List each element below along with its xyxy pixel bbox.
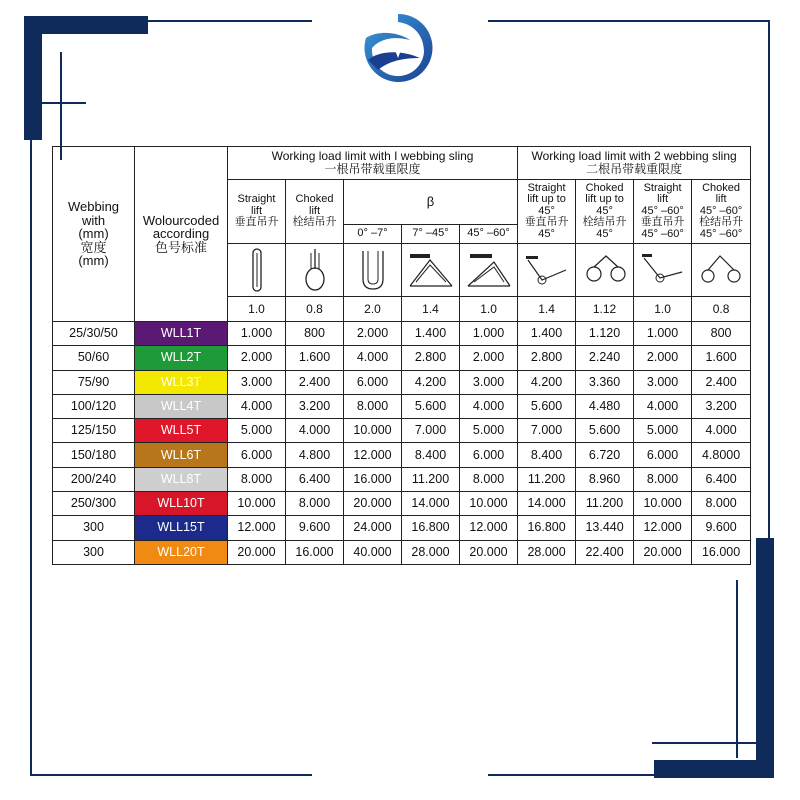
- line: 45°: [538, 227, 555, 240]
- header-line: with: [81, 212, 106, 228]
- webbing-width-cell: 150/180: [53, 443, 135, 467]
- color-code-cell: WLL2T: [135, 346, 228, 370]
- load-value-cell: 1.000: [228, 322, 286, 346]
- load-value-cell: 4.000: [634, 394, 692, 418]
- line: 45° –60°: [641, 204, 684, 217]
- factor-cell: 2.0: [344, 297, 402, 322]
- line: 45°: [596, 227, 613, 240]
- load-value-cell: 9.600: [286, 516, 344, 540]
- table-row: [53, 346, 751, 370]
- load-value-cell: 20.000: [228, 540, 286, 564]
- straight-lift-header: [228, 180, 286, 244]
- load-value-cell: 8.400: [518, 443, 576, 467]
- frame-inner-horizontal-right: [652, 742, 758, 744]
- table-row: [53, 516, 751, 540]
- header-line: (mm): [78, 253, 109, 269]
- frame-inner-vertical-left: [60, 52, 62, 160]
- load-value-cell: 16.800: [518, 516, 576, 540]
- load-value-cell: 16.000: [344, 467, 402, 491]
- webbing-width-header: [53, 147, 135, 322]
- line: Straight: [643, 181, 682, 194]
- two-leg-choked-angle-sling-icon: [692, 244, 751, 297]
- line: lift: [251, 204, 262, 217]
- basket-vertical-sling-icon: [344, 244, 402, 297]
- load-value-cell: 12.000: [634, 516, 692, 540]
- webbing-width-cell: 100/120: [53, 394, 135, 418]
- webbing-width-cell: 75/90: [53, 370, 135, 394]
- load-value-cell: 4.000: [460, 394, 518, 418]
- color-code-cell: WLL6T: [135, 443, 228, 467]
- color-code-header: [135, 147, 228, 322]
- load-value-cell: 3.000: [228, 370, 286, 394]
- load-value-cell: 4.000: [228, 394, 286, 418]
- load-value-cell: 20.000: [460, 540, 518, 564]
- load-value-cell: 5.600: [518, 394, 576, 418]
- load-value-cell: 5.600: [576, 419, 634, 443]
- beta-header: β: [344, 180, 518, 225]
- load-value-cell: 5.000: [228, 419, 286, 443]
- swirl-star-logo-icon: [358, 8, 438, 88]
- load-value-cell: 20.000: [344, 492, 402, 516]
- webbing-width-cell: 50/60: [53, 346, 135, 370]
- straight-4560-header: [634, 180, 692, 244]
- frame-bottom-right-bar-horizontal: [654, 760, 774, 778]
- line: Choked: [585, 181, 624, 194]
- load-value-cell: 12.000: [460, 516, 518, 540]
- frame-bottom-line-right: [488, 774, 654, 776]
- line: 垂直吊升: [640, 216, 685, 229]
- load-value-cell: 7.000: [518, 419, 576, 443]
- load-value-cell: 9.600: [692, 516, 751, 540]
- line: 45° –60°: [699, 204, 743, 217]
- load-value-cell: 1.600: [286, 346, 344, 370]
- load-value-cell: 2.400: [692, 370, 751, 394]
- load-value-cell: 28.000: [518, 540, 576, 564]
- webbing-width-cell: 300: [53, 516, 135, 540]
- line: 栓结吊升: [582, 216, 627, 229]
- frame-right-line: [768, 20, 770, 540]
- two-leg-straight-sling-icon: [518, 244, 576, 297]
- line: Choked: [295, 193, 334, 206]
- load-value-cell: 2.800: [518, 346, 576, 370]
- load-value-cell: 5.600: [402, 394, 460, 418]
- load-value-cell: 10.000: [634, 492, 692, 516]
- load-value-cell: 16.000: [692, 540, 751, 564]
- load-value-cell: 28.000: [402, 540, 460, 564]
- single-sling-group-header: [228, 147, 518, 180]
- two-leg-choked-sling-icon: [576, 244, 634, 297]
- load-value-cell: 2.400: [286, 370, 344, 394]
- angle-45-60-header: 45° –60°: [460, 225, 518, 244]
- load-value-cell: 1.600: [692, 346, 751, 370]
- load-value-cell: 6.000: [634, 443, 692, 467]
- load-value-cell: 4.200: [402, 370, 460, 394]
- load-value-cell: 1.400: [402, 322, 460, 346]
- load-value-cell: 800: [286, 322, 344, 346]
- load-value-cell: 16.000: [286, 540, 344, 564]
- load-value-cell: 5.000: [634, 419, 692, 443]
- straight-45-header: [518, 180, 576, 244]
- frame-top-line-left: [148, 20, 312, 22]
- line: 栓结吊升: [699, 216, 744, 229]
- choked-lift-header: [286, 180, 344, 244]
- table-row: [53, 394, 751, 418]
- load-value-cell: 3.200: [286, 394, 344, 418]
- header-line: according: [152, 226, 210, 242]
- factor-cell: 1.4: [402, 297, 460, 322]
- load-value-cell: 8.000: [228, 467, 286, 491]
- basket-wide-angle-sling-icon: [460, 244, 518, 297]
- load-value-cell: 6.400: [286, 467, 344, 491]
- load-value-cell: 6.000: [344, 370, 402, 394]
- load-value-cell: 6.000: [460, 443, 518, 467]
- load-value-cell: 8.960: [576, 467, 634, 491]
- table-row: [53, 419, 751, 443]
- load-value-cell: 10.000: [344, 419, 402, 443]
- color-code-cell: WLL15T: [135, 516, 228, 540]
- load-value-cell: 8.000: [634, 467, 692, 491]
- group-title-zh: 二根吊带载重限度: [586, 162, 683, 176]
- choked-lift-sling-icon: [286, 244, 344, 297]
- load-value-cell: 2.000: [634, 346, 692, 370]
- load-value-cell: 8.000: [460, 467, 518, 491]
- load-value-cell: 40.000: [344, 540, 402, 564]
- color-code-cell: WLL5T: [135, 419, 228, 443]
- load-value-cell: 4.8000: [692, 443, 751, 467]
- color-code-cell: WLL1T: [135, 322, 228, 346]
- two-leg-straight-angle-sling-icon: [634, 244, 692, 297]
- line: 垂直吊升: [524, 216, 569, 229]
- frame-left-bar: [24, 16, 42, 140]
- header-line: 色号标准: [154, 239, 207, 255]
- load-value-cell: 1.000: [634, 322, 692, 346]
- factor-cell: 1.12: [576, 297, 634, 322]
- load-value-cell: 11.200: [518, 467, 576, 491]
- color-code-cell: WLL4T: [135, 394, 228, 418]
- load-value-cell: 12.000: [344, 443, 402, 467]
- line: lift: [657, 193, 669, 206]
- factor-cell: 1.0: [228, 297, 286, 322]
- load-value-cell: 3.360: [576, 370, 634, 394]
- color-code-cell: WLL20T: [135, 540, 228, 564]
- color-code-cell: WLL8T: [135, 467, 228, 491]
- load-value-cell: 8.000: [344, 394, 402, 418]
- load-value-cell: 3.200: [692, 394, 751, 418]
- header-line: Webbing: [67, 198, 120, 214]
- load-value-cell: 14.000: [402, 492, 460, 516]
- frame-inner-horizontal-left: [40, 102, 86, 104]
- load-value-cell: 4.200: [518, 370, 576, 394]
- line: lift up to: [527, 193, 566, 206]
- angle-0-7-header: 0° –7°: [344, 225, 402, 244]
- load-value-cell: 2.800: [402, 346, 460, 370]
- load-value-cell: 2.240: [576, 346, 634, 370]
- frame-bottom-right-bar-vertical: [756, 538, 774, 778]
- line: 45°: [596, 204, 613, 217]
- load-value-cell: 7.000: [402, 419, 460, 443]
- group-title-zh: 一根吊带载重限度: [324, 162, 421, 176]
- load-limit-table: [52, 146, 751, 565]
- load-value-cell: 14.000: [518, 492, 576, 516]
- table-body: [53, 322, 751, 565]
- header-line: 宽度: [80, 239, 107, 255]
- load-value-cell: 24.000: [344, 516, 402, 540]
- load-value-cell: 800: [692, 322, 751, 346]
- load-value-cell: 8.000: [286, 492, 344, 516]
- factor-cell: 1.0: [634, 297, 692, 322]
- load-value-cell: 20.000: [634, 540, 692, 564]
- load-value-cell: 10.000: [460, 492, 518, 516]
- load-value-cell: 8.000: [692, 492, 751, 516]
- line: 45° –60°: [641, 227, 684, 240]
- table-row: [53, 443, 751, 467]
- load-value-cell: 11.200: [576, 492, 634, 516]
- load-value-cell: 2.000: [460, 346, 518, 370]
- factor-cell: 1.0: [460, 297, 518, 322]
- webbing-width-cell: 300: [53, 540, 135, 564]
- load-value-cell: 4.480: [576, 394, 634, 418]
- line: lift: [715, 193, 727, 206]
- load-value-cell: 13.440: [576, 516, 634, 540]
- frame-top-left-bar-horizontal: [24, 16, 148, 34]
- load-value-cell: 1.400: [518, 322, 576, 346]
- factor-cell: 1.4: [518, 297, 576, 322]
- line: 45° –60°: [699, 227, 743, 240]
- frame-inner-vertical-right: [736, 580, 738, 758]
- load-value-cell: 6.400: [692, 467, 751, 491]
- frame-left-line: [30, 140, 32, 776]
- factor-cell: 0.8: [286, 297, 344, 322]
- double-sling-group-header: [518, 147, 751, 180]
- group-title-en: Working load limit with I webbing sling: [271, 149, 474, 164]
- load-value-cell: 1.120: [576, 322, 634, 346]
- table-row: [53, 370, 751, 394]
- header-line: Wolourcoded: [142, 212, 220, 228]
- load-value-cell: 1.000: [460, 322, 518, 346]
- color-code-cell: WLL3T: [135, 370, 228, 394]
- load-value-cell: 8.400: [402, 443, 460, 467]
- line: 45°: [538, 204, 555, 217]
- line: Straight: [527, 181, 566, 194]
- line: 栓结吊升: [292, 216, 337, 229]
- angle-7-45-header: 7° –45°: [402, 225, 460, 244]
- table-row: [53, 540, 751, 564]
- load-value-cell: 2.000: [344, 322, 402, 346]
- line: Choked: [702, 181, 741, 194]
- webbing-width-cell: 200/240: [53, 467, 135, 491]
- choked-45-header: [576, 180, 634, 244]
- table-row: [53, 467, 751, 491]
- color-code-cell: WLL10T: [135, 492, 228, 516]
- choked-4560-header: [692, 180, 751, 244]
- load-value-cell: 4.000: [286, 419, 344, 443]
- line: Straight: [237, 193, 276, 206]
- table-row: [53, 492, 751, 516]
- frame-top-line-right: [488, 20, 770, 22]
- factor-cell: 0.8: [692, 297, 751, 322]
- load-value-cell: 5.000: [460, 419, 518, 443]
- line: lift up to: [585, 193, 624, 206]
- load-value-cell: 3.000: [460, 370, 518, 394]
- frame-bottom-line-left: [30, 774, 312, 776]
- group-title-en: Working load limit with 2 webbing sling: [531, 149, 737, 164]
- load-value-cell: 6.000: [228, 443, 286, 467]
- basket-angle-sling-icon: [402, 244, 460, 297]
- load-value-cell: 11.200: [402, 467, 460, 491]
- load-value-cell: 6.720: [576, 443, 634, 467]
- webbing-width-cell: 125/150: [53, 419, 135, 443]
- line: lift: [309, 204, 320, 217]
- header-line: (mm): [78, 226, 109, 242]
- load-value-cell: 2.000: [228, 346, 286, 370]
- load-value-cell: 4.000: [692, 419, 751, 443]
- webbing-width-cell: 250/300: [53, 492, 135, 516]
- load-value-cell: 4.800: [286, 443, 344, 467]
- load-value-cell: 3.000: [634, 370, 692, 394]
- webbing-width-cell: 25/30/50: [53, 322, 135, 346]
- load-value-cell: 12.000: [228, 516, 286, 540]
- load-value-cell: 16.800: [402, 516, 460, 540]
- line: 垂直吊升: [234, 216, 279, 229]
- load-value-cell: 4.000: [344, 346, 402, 370]
- load-value-cell: 22.400: [576, 540, 634, 564]
- load-value-cell: 10.000: [228, 492, 286, 516]
- straight-lift-sling-icon: [228, 244, 286, 297]
- table-row: [53, 322, 751, 346]
